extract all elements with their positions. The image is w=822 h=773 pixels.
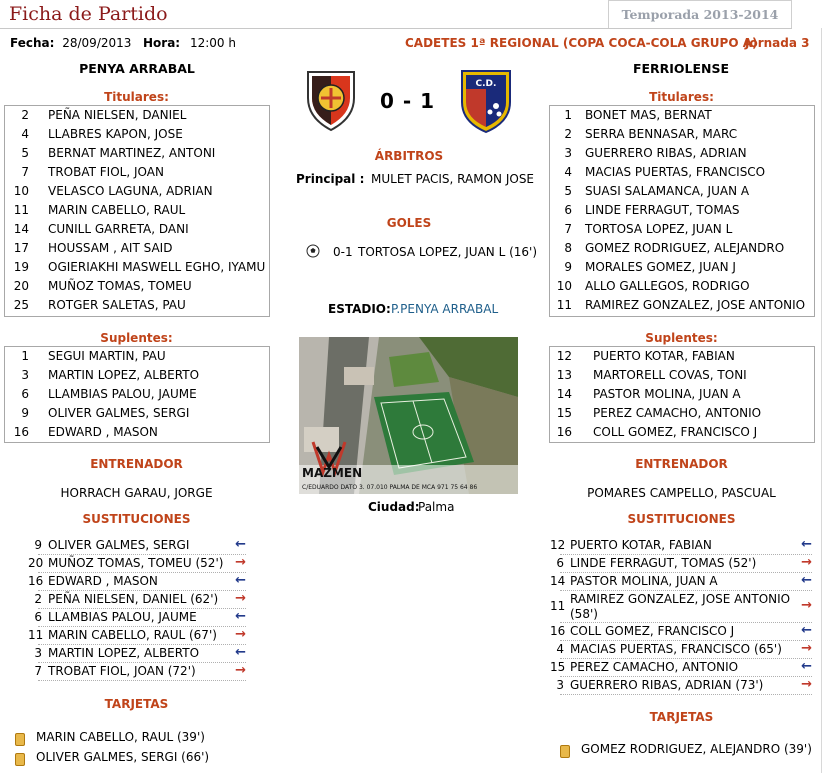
away-sub-number: 4 [556,642,564,656]
arrow-right-icon: → [801,598,812,613]
home-titular-number: 7 [21,165,29,179]
away-titular-number: 5 [564,184,572,198]
away-titular-name: SUASI SALAMANCA, JUAN A [585,184,750,198]
away-sub-name: LINDE FERRAGUT, TOMAS (52') [570,556,757,570]
estadio-label-text: ESTADIO: [328,302,391,316]
arrow-left-icon: ← [235,537,246,552]
away-sub-number: 15 [550,660,566,674]
home-titular-name: CUNILL GARRETA, DANI [48,222,189,236]
home-suplente-number: 9 [21,406,29,420]
stadium-caption: C/EDUARDO DATO 3. 07.010 PALMA DE MCA 971 75 64 86 [302,484,478,491]
away-sub-number: 16 [550,624,566,638]
arrow-left-icon: ← [235,573,246,588]
arrow-right-icon: → [801,641,812,656]
stadium-watermark: MAZMEN [302,466,363,480]
home-sub-number: 20 [28,556,44,570]
goles-label: GOLES [386,216,432,230]
home-titular-number: 25 [13,298,29,312]
home-titular-name: HOUSSAM , AIT SAID [48,241,173,255]
home-sub-number: 9 [34,538,42,552]
ciudad-label-text: Ciudad: [368,500,420,514]
home-suplentes-label: Suplentes: [100,331,173,345]
home-sub-name: PEÑA NIELSEN, DANIEL (62') [48,592,219,606]
estadio-link[interactable]: P.PENYA ARRABAL [391,302,499,316]
arrow-right-icon: → [235,591,246,606]
ciudad-value: Palma [418,500,455,514]
principal-label-text: Principal : [296,172,365,186]
hora-label: Hora: [143,36,181,50]
arbitros-label: ÁRBITROS [374,149,444,163]
home-titular-number: 2 [21,108,29,122]
yellow-card-icon [15,733,25,746]
away-sub-number: 11 [550,599,566,613]
home-sub-number: 3 [34,646,42,660]
home-titular-name: MUÑOZ TOMAS, TOMEU [48,279,192,293]
competition[interactable]: CADETES 1ª REGIONAL (COPA COCA-COLA GRUPO A) [405,36,758,50]
fecha-label: Fecha: [10,36,55,50]
home-titular-number: 10 [13,184,29,198]
home-titular-name: MARIN CABELLO, RAUL [48,203,186,217]
home-sust-label: SUSTITUCIONES [82,512,191,526]
away-suplentes-label: Suplentes: [645,331,718,345]
away-sub-number: 12 [550,538,566,552]
principal-referee: MULET PACIS, RAMON JOSE [371,172,535,186]
home-titular-name: PEÑA NIELSEN, DANIEL [48,108,187,122]
home-suplente-name: OLIVER GALMES, SERGI [48,406,190,420]
away-suplente-number: 13 [556,368,572,382]
home-sub-number: 6 [34,610,42,624]
home-titular-number: 11 [13,203,29,217]
home-card-player: OLIVER GALMES, SERGI (66') [36,750,210,764]
away-titular-number: 9 [564,260,572,274]
away-titular-number: 3 [564,146,572,160]
away-titular-name: MACIAS PUERTAS, FRANCISCO [585,165,766,179]
arrow-right-icon: → [801,677,812,692]
home-tarjetas-label: TARJETAS [104,697,169,711]
jornada[interactable]: Jornada 3 [745,36,810,50]
away-card-player: GOMEZ RODRIGUEZ, ALEJANDRO (39') [581,742,812,756]
arrow-left-icon: ← [801,623,812,638]
home-suplente-number: 1 [21,349,29,363]
home-titular-name: TROBAT FIOL, JOAN [48,165,164,179]
home-suplente-number: 16 [13,425,29,439]
arrow-right-icon: → [801,555,812,570]
svg-text:C.D.: C.D. [475,79,497,89]
home-sub-number: 11 [28,628,44,642]
away-team-name[interactable]: FERRIOLENSE [632,61,730,76]
away-suplente-name: COLL GOMEZ, FRANCISCO J [593,425,758,439]
away-titular-number: 8 [564,241,572,255]
home-entrenador: HORRACH GARAU, JORGE [60,486,213,500]
away-titular-number: 2 [564,127,572,141]
away-sub-name: PASTOR MOLINA, JUAN A [570,574,718,588]
yellow-card-icon [560,745,570,758]
home-sub-name: MARIN CABELLO, RAUL (67') [48,628,217,642]
away-suplente-name: PASTOR MOLINA, JUAN A [593,387,741,401]
home-sub-name: EDWARD , MASON [48,574,158,588]
away-tarjetas-label: TARJETAS [649,710,714,724]
away-suplente-number: 12 [556,349,572,363]
home-sub-number: 7 [34,664,42,678]
home-team-name[interactable]: PENYA ARRABAL [79,61,195,76]
home-sub-name: OLIVER GALMES, SERGI [48,538,190,552]
away-titular-number: 6 [564,203,572,217]
match-score: 0 - 1 [380,89,436,113]
away-titular-name: TORTOSA LOPEZ, JUAN L [585,222,733,236]
home-titular-number: 17 [13,241,29,255]
away-entrenador-label: ENTRENADOR [635,457,728,471]
away-titular-number: 4 [564,165,572,179]
home-sub-name: MUÑOZ TOMAS, TOMEU (52') [48,556,224,570]
away-suplente-name: PEREZ CAMACHO, ANTONIO [593,406,762,420]
home-titulares-label: Titulares: [104,90,169,104]
away-suplente-name: MARTORELL COVAS, TONI [593,368,747,382]
away-titular-name: RAMIREZ GONZALEZ, JOSE ANTONIO [585,298,806,312]
home-suplente-name: EDWARD , MASON [48,425,158,439]
home-titular-number: 14 [13,222,29,236]
home-titular-number: 4 [21,127,29,141]
home-titular-number: 19 [13,260,29,274]
away-titular-name: MORALES GOMEZ, JUAN J [585,260,736,274]
season-tab[interactable]: Temporada 2013-2014 [608,0,792,28]
away-titular-name: GUERRERO RIBAS, ADRIAN [585,146,747,160]
arrow-right-icon: → [235,627,246,642]
away-suplente-name: PUERTO KOTAR, FABIAN [593,349,735,363]
goal-scorer: TORTOSA LOPEZ, JUAN L (16') [358,245,538,259]
away-titular-number: 7 [564,222,572,236]
away-sub-name: PEREZ CAMACHO, ANTONIO [570,660,739,674]
away-sub-number: 14 [550,574,566,588]
away-entrenador: POMARES CAMPELLO, PASCUAL [587,486,776,500]
yellow-card-icon [15,753,25,766]
away-sub-name: COLL GOMEZ, FRANCISCO J [570,624,735,638]
page-title: Ficha de Partido [9,3,168,25]
home-card-player: MARIN CABELLO, RAUL (39') [36,730,205,744]
away-sub-name: RAMIREZ GONZALEZ, JOSE ANTONIO [570,592,791,606]
away-suplente-number: 16 [556,425,572,439]
home-suplente-name: MARTIN LOPEZ, ALBERTO [48,368,200,382]
away-titular-name: ALLO GALLEGOS, RODRIGO [585,279,750,293]
home-titular-number: 5 [21,146,29,160]
away-suplente-number: 14 [556,387,572,401]
home-titular-name: OGIERIAKHI MASWELL EGHO, IYAMU [48,260,266,274]
home-titular-number: 20 [13,279,29,293]
arrow-left-icon: ← [801,573,812,588]
away-titular-name: LINDE FERRAGUT, TOMAS [585,203,740,217]
away-titular-name: GOMEZ RODRIGUEZ, ALEJANDRO [585,241,785,255]
home-sub-name: TROBAT FIOL, JOAN (72') [48,664,196,678]
home-entrenador-label: ENTRENADOR [90,457,183,471]
home-suplente-number: 6 [21,387,29,401]
home-titular-name: BERNAT MARTINEZ, ANTONI [48,146,216,160]
arrow-right-icon: → [235,555,246,570]
home-suplente-name: LLAMBIAS PALOU, JAUME [48,387,197,401]
away-titular-number: 10 [556,279,572,293]
arrow-left-icon: ← [801,537,812,552]
home-suplente-number: 3 [21,368,29,382]
away-titular-name: BONET MAS, BERNAT [585,108,712,122]
arrow-left-icon: ← [801,659,812,674]
away-sust-label: SUSTITUCIONES [627,512,736,526]
arrow-right-icon: → [235,663,246,678]
home-sub-number: 2 [34,592,42,606]
home-sub-name: LLAMBIAS PALOU, JAUME [48,610,197,624]
away-titular-number: 11 [556,298,572,312]
away-sub-name: PUERTO KOTAR, FABIAN [570,538,712,552]
home-sub-number: 16 [28,574,44,588]
fecha-value: 28/09/2013 [62,36,132,50]
home-sub-name: MARTIN LOPEZ, ALBERTO [48,646,200,660]
away-titular-name: SERRA BENNASAR, MARC [585,127,738,141]
home-titular-name: ROTGER SALETAS, PAU [48,298,186,312]
away-sub-name: GUERRERO RIBAS, ADRIAN (73') [570,678,764,692]
arrow-left-icon: ← [235,609,246,624]
away-titulares-label: Titulares: [649,90,714,104]
home-suplente-name: SEGUI MARTIN, PAU [48,349,166,363]
away-sub-name: MACIAS PUERTAS, FRANCISCO (65') [570,642,782,656]
home-titular-name: VELASCO LAGUNA, ADRIAN [48,184,213,198]
away-sub-name-cont: (58') [570,607,598,621]
arrow-left-icon: ← [235,645,246,660]
goal-score: 0-1 [333,245,353,259]
away-titular-number: 1 [564,108,572,122]
hora-value: 12:00 h [189,36,236,50]
away-sub-number: 3 [556,678,564,692]
away-suplente-number: 15 [556,406,572,420]
away-sub-number: 6 [556,556,564,570]
home-titular-name: LLABRES KAPON, JOSE [48,127,183,141]
